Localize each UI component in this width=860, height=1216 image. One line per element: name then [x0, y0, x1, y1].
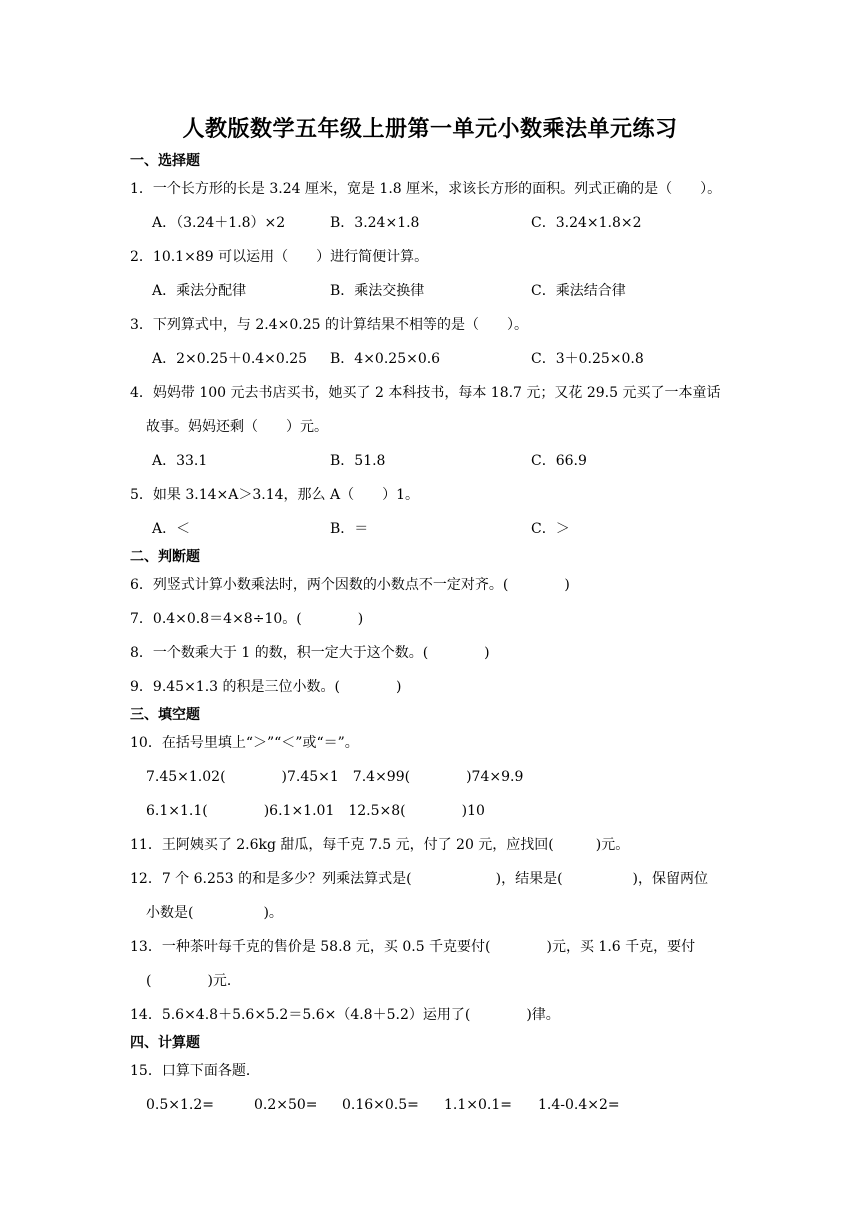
q5-option-a: A．＜ — [152, 521, 191, 537]
question-12-line-2: 小数是( )。 — [146, 905, 283, 921]
question-10-row-2: 6.1×1.1( )6.1×1.01 12.5×8( )10 — [146, 803, 485, 819]
question-14: 14．5.6×4.8＋5.6×5.2＝5.6×（4.8＋5.2）运用了( )律。 — [130, 1007, 560, 1023]
section-heading-choice: 一、选择题 — [130, 153, 200, 169]
q1-option-b: B．3.24×1.8 — [330, 215, 420, 231]
q5-option-b: B．＝ — [330, 521, 369, 537]
q5-option-c: C．＞ — [531, 521, 570, 537]
question-4-line-2: 故事。妈妈还剩（ ）元。 — [146, 419, 328, 435]
question-5: 5．如果 3.14×A＞3.14，那么 A（ ）1。 — [130, 487, 420, 503]
calc-item-4: 1.1×0.1= — [444, 1097, 512, 1113]
question-6: 6．列竖式计算小数乘法时，两个因数的小数点不一定对齐。( ) — [130, 577, 570, 593]
question-12-line-1: 12．7 个 6.253 的和是多少？列乘法算式是( )，结果是( )，保留两位 — [130, 871, 708, 887]
q3-option-c: C．3＋0.25×0.8 — [531, 351, 644, 367]
question-9: 9．9.45×1.3 的积是三位小数。( ) — [130, 679, 402, 695]
question-11: 11．王阿姨买了 2.6kg 甜瓜，每千克 7.5 元，付了 20 元，应找回( )元。 — [130, 837, 630, 853]
question-8: 8．一个数乘大于 1 的数，积一定大于这个数。( ) — [130, 645, 490, 661]
question-7: 7．0.4×0.8＝4×8÷10。( ) — [130, 611, 364, 627]
calc-item-2: 0.2×50= — [254, 1097, 318, 1113]
section-heading-calculation: 四、计算题 — [130, 1035, 200, 1051]
question-1: 1．一个长方形的长是 3.24 厘米，宽是 1.8 厘米，求该长方形的面积。列式正确的是（ ）。 — [130, 181, 722, 197]
page-title: 人教版数学五年级上册第一单元小数乘法单元练习 — [182, 117, 678, 142]
question-2: 2．10.1×89 可以运用（ ）进行简便计算。 — [130, 249, 429, 265]
q4-option-c: C．66.9 — [531, 453, 587, 469]
question-13-line-1: 13．一种茶叶每千克的售价是 58.8 元，买 0.5 千克要付( )元，买 1.6 千克，要付 — [130, 939, 696, 955]
q1-option-c: C．3.24×1.8×2 — [531, 215, 642, 231]
question-4-line-1: 4．妈妈带 100 元去书店买书，她买了 2 本科技书，每本 18.7 元；又花 29.5 元买了一本童话 — [130, 385, 721, 401]
question-13-line-2: ( )元． — [146, 973, 241, 989]
q2-option-c: C．乘法结合律 — [531, 283, 626, 299]
q4-option-a: A．33.1 — [152, 453, 208, 469]
q4-option-b: B．51.8 — [330, 453, 386, 469]
q3-option-a: A．2×0.25＋0.4×0.25 — [152, 351, 308, 367]
question-3: 3．下列算式中，与 2.4×0.25 的计算结果不相等的是（ ）。 — [130, 317, 528, 333]
q1-option-a: A．（3.24＋1.8）×2 — [152, 215, 286, 231]
q3-option-b: B．4×0.25×0.6 — [330, 351, 441, 367]
section-heading-judgement: 二、判断题 — [130, 549, 200, 565]
q2-option-b: B．乘法交换律 — [330, 283, 425, 299]
q2-option-a: A．乘法分配律 — [152, 283, 247, 299]
calc-item-5: 1.4-0.4×2= — [538, 1097, 620, 1113]
section-heading-fill-in: 三、填空题 — [130, 707, 200, 723]
question-15: 15．口算下面各题． — [130, 1063, 260, 1079]
calc-item-1: 0.5×1.2= — [146, 1097, 214, 1113]
question-10-row-1: 7.45×1.02( )7.45×1 7.4×99( )74×9.9 — [146, 769, 524, 785]
question-10: 10．在括号里填上“＞”“＜”或“＝”。 — [130, 735, 359, 751]
calc-item-3: 0.16×0.5= — [342, 1097, 419, 1113]
